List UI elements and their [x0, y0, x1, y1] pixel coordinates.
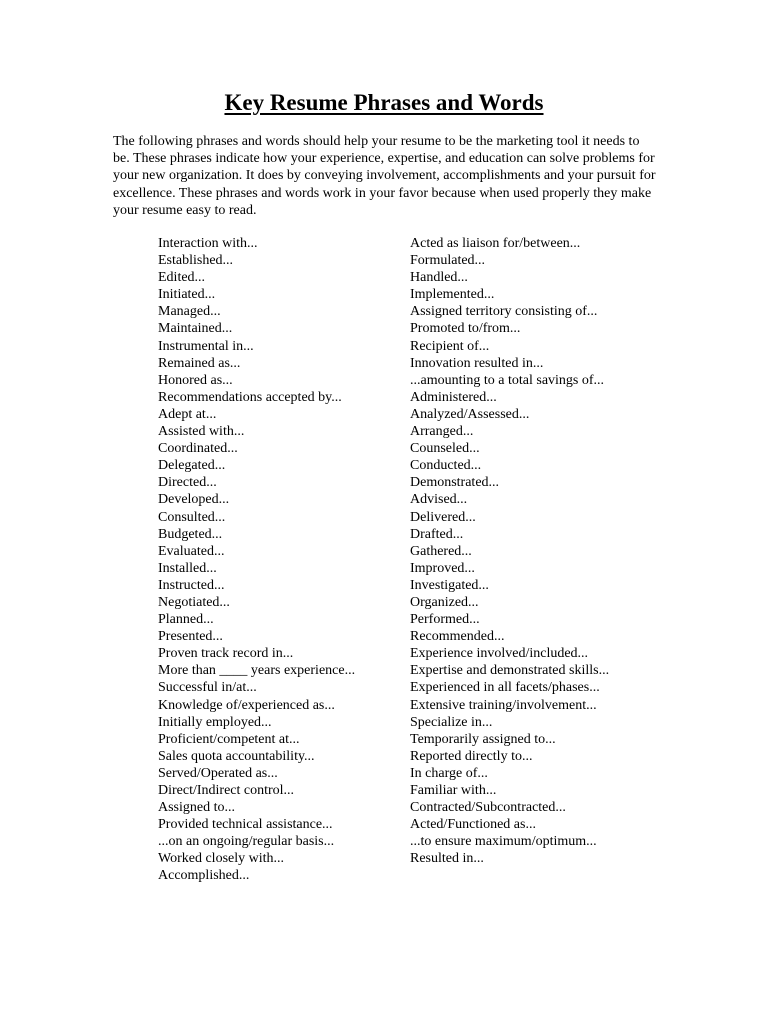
phrase-item: Assigned to...: [158, 800, 235, 816]
phrase-item: ...on an ongoing/regular basis...: [158, 834, 335, 850]
phrase-item: Familiar with...: [410, 783, 497, 798]
phrase-item: Proven track record in...: [158, 646, 294, 662]
phrase-item: Instructed...: [158, 577, 225, 593]
phrase-item: Provided technical assistance...: [158, 817, 333, 833]
phrase-item: Experienced in all facets/phases...: [410, 680, 600, 696]
phrase-list-right: [410, 235, 670, 867]
phrase-item: Improved...: [410, 560, 475, 576]
phrase-item: Specialize in...: [410, 714, 493, 730]
phrase-item: Proficient/competent at...: [158, 731, 300, 747]
phrase-item: Served/Operated as...: [158, 765, 278, 781]
phrase-item: Administered...: [410, 389, 497, 405]
phrase-item: Analyzed/Assessed...: [410, 406, 530, 422]
phrase-item: Contracted/Subcontracted...: [410, 800, 566, 816]
phrase-item: Established...: [158, 253, 234, 269]
phrase-item: Honored as...: [158, 372, 233, 388]
phrase-item: Budgeted...: [158, 526, 223, 542]
phrase-item: Worked closely with...: [158, 851, 285, 867]
phrase-item: Knowledge of/experienced as...: [158, 697, 335, 713]
phrase-item: Developed...: [158, 492, 230, 508]
phrase-item: Counseled...: [410, 441, 480, 457]
phrase-item: Gathered...: [410, 543, 472, 559]
phrase-item: Maintained...: [158, 321, 233, 337]
phrase-item: In charge of...: [410, 765, 488, 781]
phrase-item: Adept at...: [158, 406, 217, 422]
phrase-item: Delivered...: [410, 509, 476, 525]
phrase-item: Implemented...: [410, 287, 495, 303]
phrase-item: Advised...: [410, 492, 468, 508]
phrase-item: Successful in/at...: [158, 680, 257, 696]
phrase-item: Negotiated...: [158, 594, 230, 610]
phrase-item: Expertise and demonstrated skills...: [410, 663, 610, 679]
phrase-item: Managed...: [158, 304, 221, 320]
phrase-item: Investigated...: [410, 577, 489, 593]
phrase-item: Drafted...: [410, 526, 464, 542]
phrase-item: Instrumental in...: [158, 338, 254, 354]
phrase-item: Recommendations accepted by...: [158, 389, 342, 405]
phrase-item: ...to ensure maximum/optimum...: [410, 834, 597, 850]
phrase-item: Assisted with...: [158, 424, 245, 440]
phrase-item: Formulated...: [410, 253, 486, 269]
phrase-item: Reported directly to...: [410, 748, 533, 764]
phrase-item: Interaction with...: [158, 236, 258, 251]
phrase-item: Assigned territory consisting of...: [410, 304, 598, 320]
phrase-item: Handled...: [410, 270, 468, 286]
phrase-item: Initiated...: [158, 287, 216, 303]
phrase-item: Evaluated...: [158, 543, 225, 559]
phrase-item: Performed...: [410, 612, 480, 628]
phrase-item: Extensive training/involvement...: [410, 697, 597, 713]
phrase-item: Resulted in...: [410, 851, 484, 867]
phrase-item: Edited...: [158, 270, 206, 286]
phrase-item: Sales quota accountability...: [158, 748, 315, 764]
phrase-item: Promoted to/from...: [410, 321, 521, 337]
intro-paragraph: The following phrases and words should help your resume to be the marketing tool it needs to be. These phrases indicate how your experience, expertise, and education can solve problems for your new organization. It does by conveying involvement, accomplishments and your pursuit for excellence. These phrases and words work in your favor because when used properly they make your resume easy to read.: [113, 134, 656, 218]
phrase-item: ...amounting to a total savings of...: [410, 372, 605, 388]
phrase-item: Experience involved/included...: [410, 646, 589, 662]
phrase-item: Organized...: [410, 594, 479, 610]
phrase-item: Presented...: [158, 629, 223, 645]
page-title: Key Resume Phrases and Words: [224, 90, 544, 115]
phrase-item: Coordinated...: [158, 441, 238, 457]
phrase-list-left: [158, 235, 398, 885]
phrase-item: Acted/Functioned as...: [410, 817, 536, 833]
phrase-item: Demonstrated...: [410, 475, 500, 491]
phrase-item: Remained as...: [158, 355, 241, 371]
phrase-item: Accomplished...: [158, 868, 250, 884]
phrase-item: Delegated...: [158, 458, 226, 474]
phrase-item: More than ____ years experience...: [158, 663, 356, 679]
phrase-item: Planned...: [158, 612, 214, 628]
phrase-item: Installed...: [158, 560, 217, 576]
phrase-item: Recipient of...: [410, 338, 490, 354]
phrase-item: Initially employed...: [158, 714, 272, 730]
phrase-item: Consulted...: [158, 509, 226, 525]
phrase-item: Acted as liaison for/between...: [410, 236, 581, 251]
phrase-item: Conducted...: [410, 458, 482, 474]
phrase-item: Arranged...: [410, 424, 474, 440]
phrase-item: Temporarily assigned to...: [410, 731, 556, 747]
phrase-item: Direct/Indirect control...: [158, 783, 295, 798]
phrase-item: Innovation resulted in...: [410, 355, 544, 371]
phrase-item: Recommended...: [410, 629, 505, 645]
phrase-item: Directed...: [158, 475, 217, 491]
